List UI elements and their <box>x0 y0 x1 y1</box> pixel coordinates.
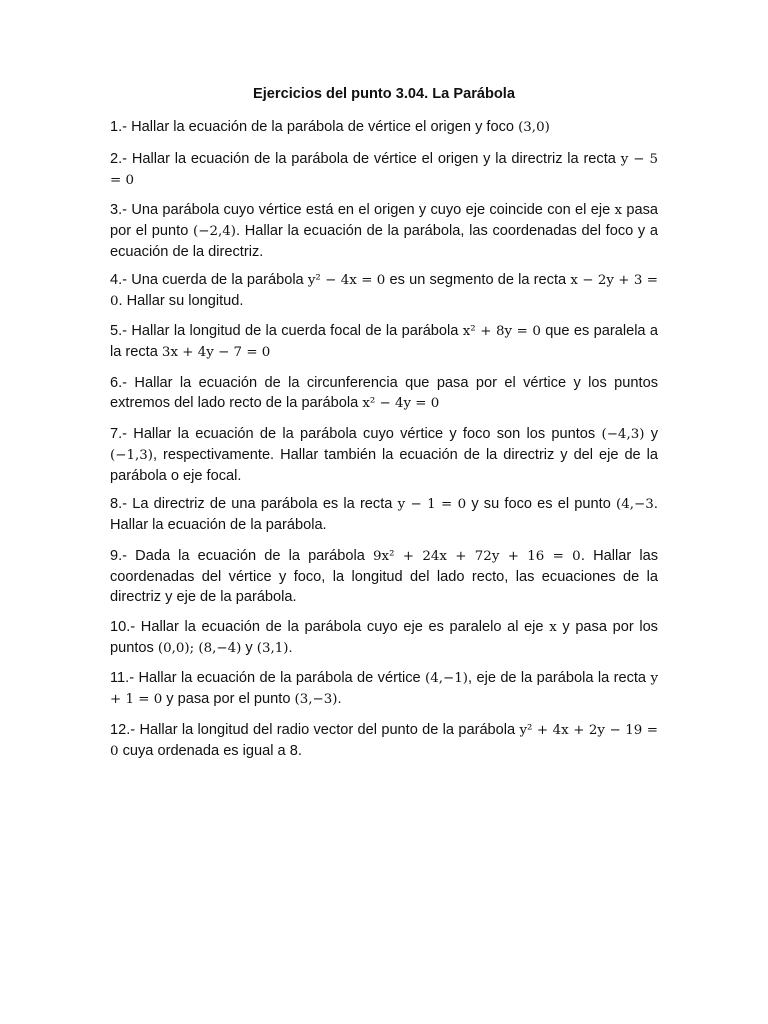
math-expression: (4,−1) <box>425 671 469 686</box>
exercise-text: , respectivamente. Hallar también la ecuación de la directriz y del eje de la parábola o eje focal. <box>110 447 658 485</box>
exercise-text: Hallar la ecuación de la parábola de vértice el origen y foco <box>131 119 519 135</box>
math-expression: (−4,3) <box>601 427 645 442</box>
math-expression: y + 1 = 0 <box>110 671 659 708</box>
exercise-text: Hallar la longitud del radio vector del punto de la parábola <box>139 722 520 738</box>
exercise-text: pasa por el punto <box>110 202 659 240</box>
math-expression: (3,0) <box>518 120 550 135</box>
exercise-1 <box>110 117 658 138</box>
exercise-text: Una cuerda de la parábola <box>131 272 308 288</box>
math-expression: (3,−3) <box>294 692 338 708</box>
exercise-number: 6.- <box>110 375 128 391</box>
math-expression: x² − 4y = 0 <box>362 396 440 412</box>
exercise-text: y pasa por los puntos <box>110 619 658 657</box>
math-expression: x <box>549 620 557 635</box>
exercise-text: Dada la ecuación de la parábola <box>135 548 373 564</box>
exercise-text: y <box>644 426 658 442</box>
exercise-text: Hallar la ecuación de la circunferencia que pasa por el vértice y los puntos extremos del lado recto de la parábola <box>110 375 658 412</box>
exercise-text: y pasa por el punto <box>162 691 295 708</box>
exercise-6 <box>110 373 658 414</box>
exercise-text: Hallar la ecuación de la parábola cuyo vértice y foco son los puntos <box>133 426 602 442</box>
math-expression: x − 2y + 3 = 0 <box>110 273 658 310</box>
exercise-text: cuya ordenada es igual a 8. <box>118 743 302 760</box>
exercise-text: Hallar la ecuación de la parábola de vértice <box>138 670 426 686</box>
exercise-number: 5.- <box>110 323 128 339</box>
math-expression: (−2,4) <box>193 224 236 240</box>
exercise-12 <box>110 720 658 762</box>
math-expression: 9x² + 24x + 72y + 16 = 0. <box>373 549 585 564</box>
exercise-text: . Hallar su longitud. <box>118 293 244 310</box>
exercise-number: 12.- <box>110 722 136 738</box>
exercise-text: Hallar la longitud de la cuerda focal de la parábola <box>131 323 463 339</box>
exercise-text: . Hallar la ecuación de la parábola, las coordenadas del foco y a ecuación de la directriz. <box>110 223 659 261</box>
exercise-11 <box>110 668 658 710</box>
math-expression: y² + 4x + 2y − 19 = 0 <box>110 723 658 760</box>
exercise-10 <box>110 617 658 659</box>
exercise-number: 3.- <box>110 202 128 218</box>
exercise-text: . <box>337 691 342 708</box>
math-expression: y − 1 = 0 <box>397 497 467 512</box>
exercise-number: 2.- <box>110 151 128 167</box>
exercise-number: 4.- <box>110 272 128 288</box>
math-expression: (0,0); (8,−4) <box>157 641 242 657</box>
exercise-number: 7.- <box>110 426 128 442</box>
exercise-text: La directriz de una parábola es la recta <box>132 496 398 512</box>
exercise-text: Una parábola cuyo vértice está en el origen y cuyo eje coincide con el eje <box>131 202 615 218</box>
math-expression: y² − 4x = 0 <box>307 273 386 288</box>
exercise-text: que es paralela a la recta <box>110 323 658 361</box>
exercise-text: es un segmento de la recta <box>385 272 571 288</box>
exercise-number: 8.- <box>110 496 128 512</box>
math-expression: (−1,3) <box>110 448 153 464</box>
exercise-number: 1.- <box>110 119 128 135</box>
exercise-7 <box>110 424 658 487</box>
document-title: Ejercicios del punto 3.04. La Parábola <box>253 86 515 102</box>
exercise-text: Hallar las coordenadas del vértice y foco, la longitud del lado recto, las ecuaciones de la directriz y eje de la parábola. <box>110 548 658 606</box>
exercise-text: Hallar la ecuación de la parábola cuyo eje es paralelo al eje <box>140 619 550 635</box>
exercise-text: Hallar la ecuación de la parábola. <box>110 517 327 534</box>
exercise-text: Hallar la ecuación de la parábola de vértice el origen y la directriz la recta <box>131 151 621 167</box>
exercise-4 <box>110 270 658 312</box>
exercise-number: 10.- <box>110 619 136 635</box>
exercise-text: , eje de la parábola la recta <box>468 670 651 686</box>
math-expression: x <box>614 203 623 218</box>
exercise-2 <box>110 149 658 191</box>
exercise-text: y <box>241 640 257 657</box>
exercise-text: y su foco es el punto <box>466 496 616 512</box>
exercise-number: 9.- <box>110 548 128 564</box>
math-expression: (3,1) <box>256 641 289 657</box>
exercise-8 <box>110 494 658 535</box>
exercise-9 <box>110 546 658 608</box>
exercise-text: . <box>288 640 293 657</box>
math-expression: (4,−3. <box>616 497 658 512</box>
exercise-5 <box>110 321 658 363</box>
exercise-3 <box>110 200 658 263</box>
exercise-number: 11.- <box>110 670 135 686</box>
math-expression: y − 5 = 0 <box>110 152 658 189</box>
math-expression: 3x + 4y − 7 = 0 <box>161 345 271 361</box>
math-expression: x² + 8y = 0 <box>462 324 541 339</box>
